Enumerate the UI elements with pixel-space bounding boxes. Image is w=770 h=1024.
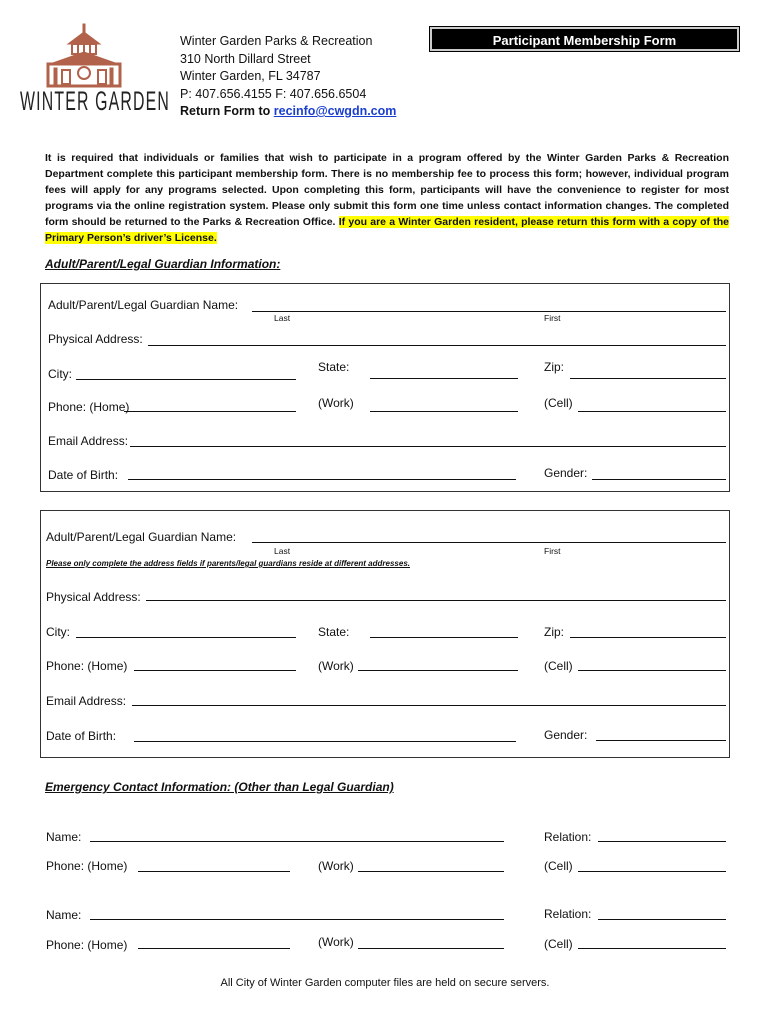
- guardian-2-home-phone-field[interactable]: [134, 670, 296, 671]
- guardian-2-last-label: Last: [274, 546, 291, 556]
- guardian-2-state-label: State:: [318, 625, 350, 639]
- guardian-1-address-field[interactable]: [148, 345, 726, 346]
- emergency-2-name-field[interactable]: [90, 919, 504, 920]
- guardian-1-state-field[interactable]: [370, 378, 518, 379]
- guardian-2-name-field[interactable]: [252, 542, 726, 543]
- guardian-2-city-field[interactable]: [76, 637, 296, 638]
- guardian-1-work-field[interactable]: [370, 411, 518, 412]
- emergency-1-name-field[interactable]: [90, 841, 504, 842]
- emergency-1-relation-field[interactable]: [598, 841, 726, 842]
- guardian-2-cell-field[interactable]: [578, 670, 726, 671]
- guardian-2-zip-label: Zip:: [544, 625, 565, 639]
- guardian-1-city-field[interactable]: [76, 379, 296, 380]
- guardian-1-work-label: (Work): [318, 396, 354, 410]
- org-street: 310 North Dillard Street: [180, 51, 311, 66]
- guardian-2-address-label: Physical Address:: [46, 590, 141, 604]
- guardian-2-cell-label: (Cell): [544, 659, 573, 673]
- guardian-1-home-phone-label: Phone: (Home): [48, 400, 130, 414]
- emergency-2-name-label: Name:: [46, 908, 82, 922]
- intro-paragraph: [45, 150, 729, 246]
- guardian-2-dob-field[interactable]: [134, 741, 516, 742]
- emergency-2-relation-field[interactable]: [598, 919, 726, 920]
- org-city: Winter Garden, FL 34787: [180, 69, 321, 83]
- guardian-1-email-label: Email Address:: [48, 434, 129, 448]
- guardian-1-dob-label: Date of Birth:: [48, 468, 119, 482]
- return-label: Return Form to: [180, 104, 271, 118]
- guardian-1-home-phone-field[interactable]: [124, 411, 296, 412]
- emergency-2-work-field[interactable]: [358, 948, 504, 949]
- guardian-2-address-field[interactable]: [146, 600, 726, 601]
- emergency-1-cell-label: (Cell): [544, 859, 573, 873]
- guardian-2-work-label: (Work): [318, 659, 354, 673]
- guardian-2-box: [40, 510, 730, 758]
- guardian-2-gender-field[interactable]: [596, 740, 726, 741]
- guardian-2-city-label: City:: [46, 625, 70, 639]
- guardian-2-name-label: Adult/Parent/Legal Guardian Name:: [46, 530, 237, 544]
- guardian-2-email-label: Email Address:: [46, 694, 127, 708]
- guardian-1-email-field[interactable]: [130, 446, 726, 447]
- emergency-2-relation-label: Relation:: [544, 907, 592, 921]
- guardian-1-cell-label: (Cell): [544, 396, 573, 410]
- guardian-1-gender-field[interactable]: [592, 479, 726, 480]
- guardian-1-first-label: First: [544, 313, 561, 323]
- guardian-2-work-field[interactable]: [358, 670, 518, 671]
- guardian-2-first-label: First: [544, 546, 561, 556]
- guardian-1-address-label: Physical Address:: [48, 332, 143, 346]
- org-name: Winter Garden Parks & Recreation: [180, 34, 373, 48]
- guardian-2-dob-label: Date of Birth:: [46, 729, 117, 743]
- form-title: Participant Membership Form: [430, 27, 739, 51]
- guardian-section-title: Adult/Parent/Legal Guardian Information:: [45, 257, 281, 271]
- emergency-section-title: Emergency Contact Information: (Other than Legal Guardian): [45, 780, 394, 794]
- org-contact: [180, 33, 396, 121]
- guardian-2-home-phone-label: Phone: (Home): [46, 659, 128, 673]
- emergency-2-cell-field[interactable]: [578, 948, 726, 949]
- guardian-1-name-field[interactable]: [252, 311, 726, 312]
- emergency-2-cell-label: (Cell): [544, 937, 573, 951]
- emergency-2-home-phone-label: Phone: (Home): [46, 938, 128, 952]
- guardian-1-dob-field[interactable]: [128, 479, 516, 480]
- guardian-1-last-label: Last: [274, 313, 291, 323]
- guardian-1-name-label: Adult/Parent/Legal Guardian Name:: [48, 298, 239, 312]
- emergency-2-home-phone-field[interactable]: [138, 948, 290, 949]
- emergency-1-name-label: Name:: [46, 830, 82, 844]
- emergency-2-work-label: (Work): [318, 935, 354, 949]
- svg-text:WINTER GARDEN: WINTER GARDEN: [20, 86, 170, 116]
- guardian-1-city-label: City:: [48, 367, 72, 381]
- intro-text: It is required that individuals or families that wish to participate in a program offered by the Winter Garden Parks & Recreation Department complete this participant membership form. There is no membership fee to process this form; however, individual program fees will apply for any programs selected. Upon completing this form, participants will have the convenience to register for most programs via the online registration system. Please only submit this form one time unless contact information changes. The completed form should be returned to the Parks & Recreation Office.: [45, 152, 729, 228]
- guardian-1-zip-label: Zip:: [544, 360, 565, 374]
- guardian-1-zip-field[interactable]: [570, 378, 726, 379]
- guardian-2-zip-field[interactable]: [570, 637, 726, 638]
- guardian-1-box: [40, 283, 730, 492]
- guardian-2-email-field[interactable]: [132, 705, 726, 706]
- guardian-1-cell-field[interactable]: [578, 411, 726, 412]
- guardian-2-gender-label: Gender:: [544, 728, 588, 742]
- emergency-1-work-label: (Work): [318, 859, 354, 873]
- guardian-2-address-note: Please only complete the address fields if parents/legal guardians reside at different addresses.: [46, 559, 410, 568]
- emergency-1-relation-label: Relation:: [544, 830, 592, 844]
- guardian-1-state-label: State:: [318, 360, 350, 374]
- emergency-1-cell-field[interactable]: [578, 871, 726, 872]
- guardian-2-state-field[interactable]: [370, 637, 518, 638]
- winter-garden-logo: [18, 22, 173, 122]
- emergency-1-home-phone-field[interactable]: [138, 871, 290, 872]
- emergency-1-home-phone-label: Phone: (Home): [46, 859, 128, 873]
- footer-note: All City of Winter Garden computer files are held on secure servers.: [220, 977, 550, 989]
- guardian-1-gender-label: Gender:: [544, 466, 588, 480]
- emergency-1-work-field[interactable]: [358, 871, 504, 872]
- intro-highlight: If you are a Winter Garden resident, please return this form with a copy of the Primary Person’s driver’s License.: [45, 216, 729, 244]
- return-email-link[interactable]: recinfo@cwgdn.com: [273, 104, 397, 118]
- org-phones: P: 407.656.4155 F: 407.656.6504: [180, 86, 367, 101]
